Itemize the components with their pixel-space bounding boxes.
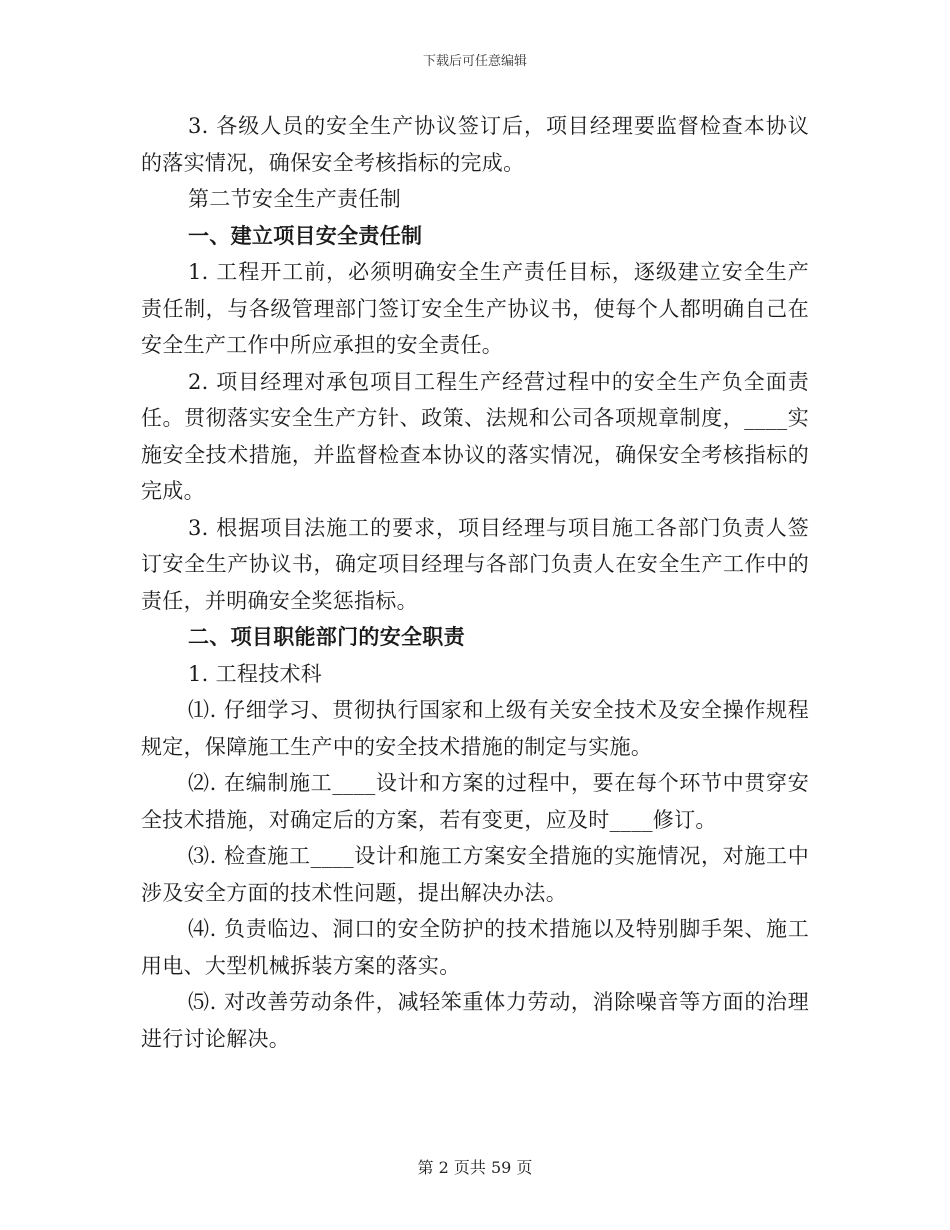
duty-item-4: ⑷. 负责临边、洞口的安全防护的技术措施以及特别脚手架、施工用电、大型机械拆装方案的落实。 <box>141 917 809 978</box>
duty-item-1: ⑴. 仔细学习、贯彻执行国家和上级有关安全技术及安全操作规程规定，保障施工生产中的安全技术措施的制定与实施。 <box>141 698 809 759</box>
page-number: 第 2 页共 59 页 <box>417 1158 533 1177</box>
paragraph-responsibility-1: 1. 工程开工前，必须明确安全生产责任目标，逐级建立安全生产责任制，与各级管理部门签订安全生产协议书，使每个人都明确自己在安全生产工作中所应承担的安全责任。 <box>141 260 809 357</box>
duty-item-3: ⑶. 检查施工____设计和施工方案安全措施的实施情况，对施工中涉及安全方面的技术性问题，提出解决办法。 <box>141 844 809 905</box>
section-title: 第二节安全生产责任制 <box>188 187 401 211</box>
subheading-engineering-tech: 1. 工程技术科 <box>188 661 323 686</box>
heading-project-responsibility: 一、建立项目安全责任制 <box>188 222 423 248</box>
heading-department-duties: 二、项目职能部门的安全职责 <box>188 624 465 649</box>
duty-item-2: ⑵. 在编制施工____设计和方案的过程中，要在每个环节中贯穿安全技术措施，对确定后的方案，若有变更，应及时____修订。 <box>141 771 809 832</box>
paragraph-responsibility-2: 2. 项目经理对承包项目工程生产经营过程中的安全生产负全面责任。贯彻落实安全生产方针、政策、法规和公司各项规章制度，____实施安全技术措施，并监督检查本协议的落实情况，确保安全考核指标的完成。 <box>141 369 809 503</box>
paragraph-agreement-supervision: 3. 各级人员的安全生产协议签订后，项目经理要监督检查本协议的落实情况，确保安全考核指标的完成。 <box>141 114 809 175</box>
document-body <box>141 108 809 1057</box>
paragraph-responsibility-3: 3. 根据项目法施工的要求，项目经理与项目施工各部门负责人签订安全生产协议书，确定项目经理与各部门负责人在安全生产工作中的责任，并明确安全奖惩指标。 <box>141 515 809 613</box>
duty-item-5: ⑸. 对改善劳动条件，减轻笨重体力劳动，消除噪音等方面的治理进行讨论解决。 <box>141 990 809 1051</box>
page-header-note: 下载后可任意编辑 <box>422 54 527 69</box>
